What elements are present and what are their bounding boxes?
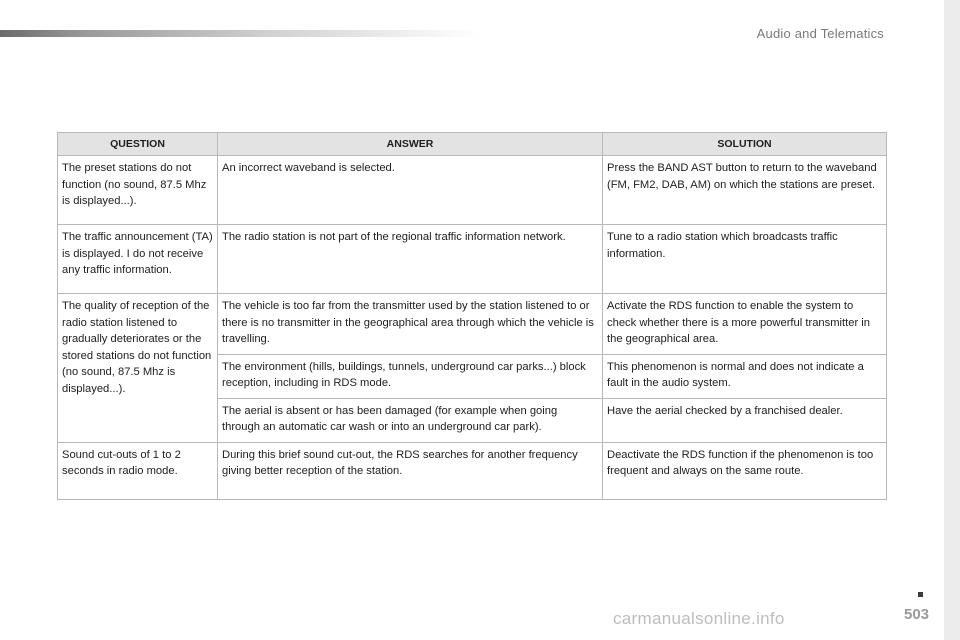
column-header-solution: SOLUTION: [603, 133, 887, 156]
solution-cell: Have the aerial checked by a franchised dealer.: [603, 398, 887, 442]
column-header-answer: ANSWER: [218, 133, 603, 156]
table-row: [58, 156, 887, 225]
solution-cell: Press the BAND AST button to return to the waveband (FM, FM2, DAB, AM) on which the stations are preset.: [603, 156, 887, 225]
solution-cell: This phenomenon is normal and does not indicate a fault in the audio system.: [603, 354, 887, 398]
table-header-row: [58, 133, 887, 156]
answer-cell: The aerial is absent or has been damaged (for example when going through an automatic car wash or into an underground car park).: [218, 398, 603, 442]
page-edge-strip: [944, 0, 960, 640]
header-gradient-bar: [0, 30, 480, 37]
answer-cell: The radio station is not part of the regional traffic information network.: [218, 225, 603, 294]
answer-cell: An incorrect waveband is selected.: [218, 156, 603, 225]
page-number: 503: [904, 606, 930, 623]
faq-table: [57, 132, 887, 500]
watermark-text: carmanualsonline.info: [613, 609, 785, 628]
question-cell: The traffic announcement (TA) is displayed. I do not receive any traffic information.: [58, 225, 218, 294]
column-header-question: QUESTION: [58, 133, 218, 156]
table-row: [58, 225, 887, 294]
table-row: [58, 442, 887, 499]
answer-cell: During this brief sound cut-out, the RDS searches for another frequency giving better reception of the station.: [218, 442, 603, 499]
question-cell: The quality of reception of the radio station listened to gradually deteriorates or the stored stations do not function (no sound, 87.5 Mhz is displayed...).: [58, 294, 218, 443]
question-cell: Sound cut-outs of 1 to 2 seconds in radio mode.: [58, 442, 218, 499]
question-cell: The preset stations do not function (no sound, 87.5 Mhz is displayed...).: [58, 156, 218, 225]
answer-cell: The environment (hills, buildings, tunnels, underground car parks...) block reception, including in RDS mode.: [218, 354, 603, 398]
table-row: [58, 294, 887, 355]
page-marker-square: [918, 592, 923, 597]
solution-cell: Tune to a radio station which broadcasts traffic information.: [603, 225, 887, 294]
solution-cell: Activate the RDS function to enable the system to check whether there is a more powerful transmitter in the geographical area.: [603, 294, 887, 355]
solution-cell: Deactivate the RDS function if the phenomenon is too frequent and always on the same route.: [603, 442, 887, 499]
answer-cell: The vehicle is too far from the transmitter used by the station listened to or there is no transmitter in the geographical area through which the vehicle is travelling.: [218, 294, 603, 355]
section-title: Audio and Telematics: [756, 26, 884, 41]
